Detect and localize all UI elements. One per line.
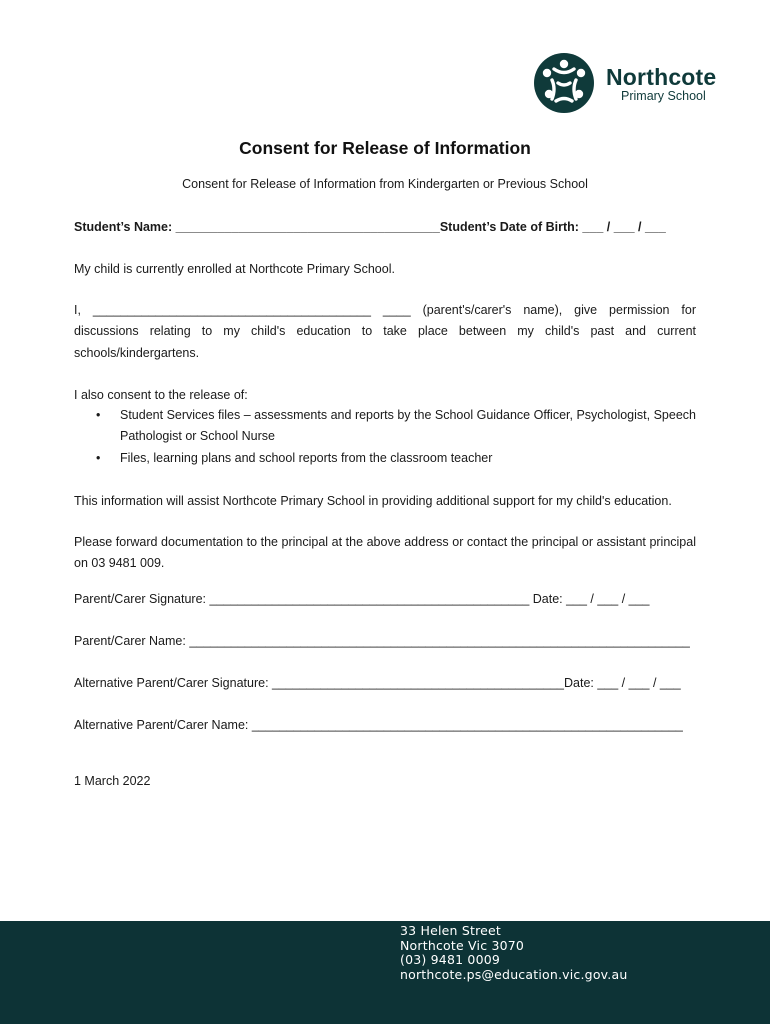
student-name-field[interactable]: ______________________________________ (175, 220, 440, 234)
also-consent-heading: I also consent to the release of: (74, 388, 248, 402)
forward-statement: Please forward documentation to the principal at the above address or contact the principal or assistant principal on 03 9481 009. (74, 535, 696, 571)
school-emblem-icon (532, 52, 596, 114)
student-name-label: Student’s Name: (74, 220, 176, 234)
alt-parent-name-field[interactable]: Alternative Parent/Carer Name: ______________________________________________________________ (74, 718, 683, 732)
list-item-text: Student Services files – assessments and reports by the School Guidance Officer, Psychologist, Speech Pathologist or School Nurse (120, 408, 696, 444)
form-title: Consent for Release of Information (239, 138, 531, 158)
student-dob-field[interactable]: ___ / ___ / ___ (582, 220, 666, 234)
alt-parent-signature-field[interactable]: Alternative Parent/Carer Signature: __________________________________________Date: ___ / ___ / ___ (74, 676, 681, 690)
footer-phone: (03) 9481 0009 (400, 952, 501, 967)
parent-signature-field[interactable]: Parent/Carer Signature: ______________________________________________ Date: ___ / ___ / ___ (74, 592, 650, 606)
school-name: Northcote (606, 64, 717, 90)
school-logo (532, 52, 732, 114)
student-info-line (74, 220, 696, 234)
student-dob-label: Student’s Date of Birth: (439, 220, 583, 234)
document-date: 1 March 2022 (74, 774, 151, 788)
footer-email[interactable]: northcote.ps@education.vic.gov.au (400, 967, 628, 982)
bullet-icon: • (96, 408, 101, 422)
footer-address-line1: 33 Helen Street (400, 923, 502, 938)
enrolled-statement: My child is currently enrolled at Northcote Primary School. (74, 262, 395, 276)
form-subtitle: Consent for Release of Information from Kindergarten or Previous School (182, 177, 588, 191)
footer (0, 921, 770, 1024)
permission-statement: I, ________________________________________ ____ (parent's/carer's name), give permission for discussions relating to my child's education to take place between my child's past and current schools/kindergartens. (74, 303, 696, 360)
parent-name-field[interactable]: Parent/Carer Name: ________________________________________________________________________ (74, 634, 690, 648)
list-item (74, 405, 696, 448)
school-subtitle: Primary School (621, 89, 706, 103)
list-item (74, 448, 696, 469)
bullet-icon: • (96, 450, 101, 465)
release-list (74, 405, 696, 469)
list-item-text: Files, learning plans and school reports from the classroom teacher (120, 450, 493, 465)
assist-statement: This information will assist Northcote Primary School in providing additional support for my child's education. (74, 494, 672, 508)
footer-address-line2: Northcote Vic 3070 (400, 938, 525, 953)
